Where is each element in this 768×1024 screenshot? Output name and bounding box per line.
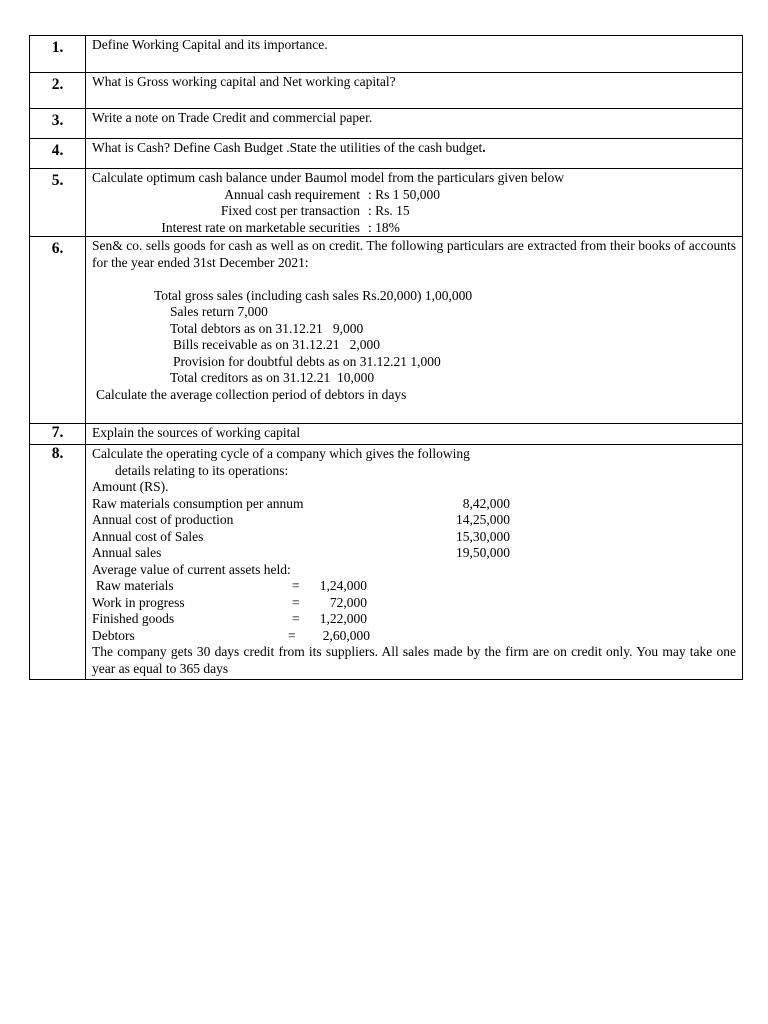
question-text: Explain the sources of working capital <box>86 424 743 445</box>
particular-line: Provision for doubtful debts as on 31.12.21 1,000 <box>173 353 441 369</box>
param-label: Annual cash requirement <box>224 186 360 202</box>
asset-eq: = <box>292 611 300 626</box>
asset-value: 72,000 <box>329 594 367 610</box>
question-row-6 <box>30 237 743 424</box>
avg-header: Average value of current assets held: <box>92 561 291 577</box>
particular-line: Total creditors as on 31.12.21 10,000 <box>170 370 375 385</box>
asset-row <box>92 578 736 595</box>
param-value: : Rs 1 50,000 <box>368 186 441 202</box>
asset-eq: = <box>288 627 296 643</box>
question-row-7 <box>30 424 743 445</box>
annual-row <box>92 529 736 546</box>
question-number: 4. <box>30 139 86 169</box>
param-row <box>92 203 736 220</box>
question-intro: Calculate the operating cycle of a company which gives the following <box>92 446 470 461</box>
question-closing: The company gets 30 days credit from its suppliers. All sales made by the firm are on credit only. You may take one year as equal to 365 days <box>92 644 736 676</box>
annual-label: Annual cost of production <box>92 512 234 527</box>
question-row-8 <box>30 445 743 680</box>
question-text-main: What is Cash? Define Cash Budget .State the utilities of the cash budget <box>92 140 483 155</box>
param-row <box>92 187 736 204</box>
param-row <box>92 220 736 237</box>
asset-value: 1,24,000 <box>319 578 367 593</box>
annual-value: 8,42,000 <box>462 495 510 511</box>
param-value: : 18% <box>368 219 400 235</box>
param-label: Interest rate on marketable securities <box>161 219 360 235</box>
asset-label: Raw materials <box>96 578 174 593</box>
question-number: 6. <box>30 237 86 424</box>
question-intro: Sen& co. sells goods for cash as well as on credit. The following particulars are extracted from their books of accounts for the year ended 31st December 2021: <box>92 238 736 270</box>
question-table <box>29 35 743 680</box>
question-closing: Calculate the average collection period of debtors in days <box>96 386 407 402</box>
annual-value: 19,50,000 <box>456 545 510 560</box>
question-intro: Calculate optimum cash balance under Baumol model from the particulars given below <box>92 170 564 185</box>
asset-label: Finished goods <box>92 611 175 626</box>
particular-line: Total gross sales (including cash sales Rs.20,000) 1,00,000 <box>154 287 473 303</box>
particular-line: Total debtors as on 31.12.21 9,000 <box>170 320 364 336</box>
question-body <box>86 169 743 237</box>
question-row-4 <box>30 139 743 169</box>
asset-eq: = <box>292 578 300 593</box>
annual-label: Annual sales <box>92 545 162 560</box>
annual-row <box>92 512 736 529</box>
amount-header: Amount (RS). <box>92 479 169 494</box>
asset-label: Debtors <box>92 627 135 643</box>
question-row-3 <box>30 109 743 139</box>
asset-row <box>92 628 736 645</box>
question-body <box>86 445 743 680</box>
particular-line: Bills receivable as on 31.12.21 2,000 <box>173 337 380 352</box>
question-row-5 <box>30 169 743 237</box>
question-number: 2. <box>30 73 86 109</box>
question-text: Define Working Capital and its importance. <box>86 36 743 73</box>
annual-row <box>92 545 736 562</box>
question-row-1 <box>30 36 743 73</box>
asset-label: Work in progress <box>92 594 185 610</box>
question-intro: details relating to its operations: <box>115 462 289 478</box>
annual-value: 15,30,000 <box>456 528 510 544</box>
question-text: Write a note on Trade Credit and commercial paper. <box>86 109 743 139</box>
param-label: Fixed cost per transaction <box>220 203 360 218</box>
question-text <box>86 139 743 169</box>
question-number: 7. <box>30 424 86 445</box>
question-text-end: . <box>482 140 486 155</box>
annual-value: 14,25,000 <box>456 512 510 527</box>
asset-value: 1,22,000 <box>319 611 367 626</box>
question-number: 1. <box>30 36 86 73</box>
question-row-2 <box>30 73 743 109</box>
asset-eq: = <box>292 594 300 610</box>
annual-row <box>92 496 736 513</box>
asset-row <box>92 611 736 628</box>
particular-line: Sales return 7,000 <box>170 304 268 319</box>
question-number: 8. <box>30 445 86 680</box>
question-number: 3. <box>30 109 86 139</box>
question-text: What is Gross working capital and Net working capital? <box>86 73 743 109</box>
param-value: : Rs. 15 <box>368 203 410 218</box>
question-body <box>86 237 743 424</box>
annual-label: Raw materials consumption per annum <box>92 495 304 511</box>
question-number: 5. <box>30 169 86 237</box>
annual-label: Annual cost of Sales <box>92 528 204 544</box>
asset-value: 2,60,000 <box>322 627 370 643</box>
asset-row <box>92 595 736 612</box>
